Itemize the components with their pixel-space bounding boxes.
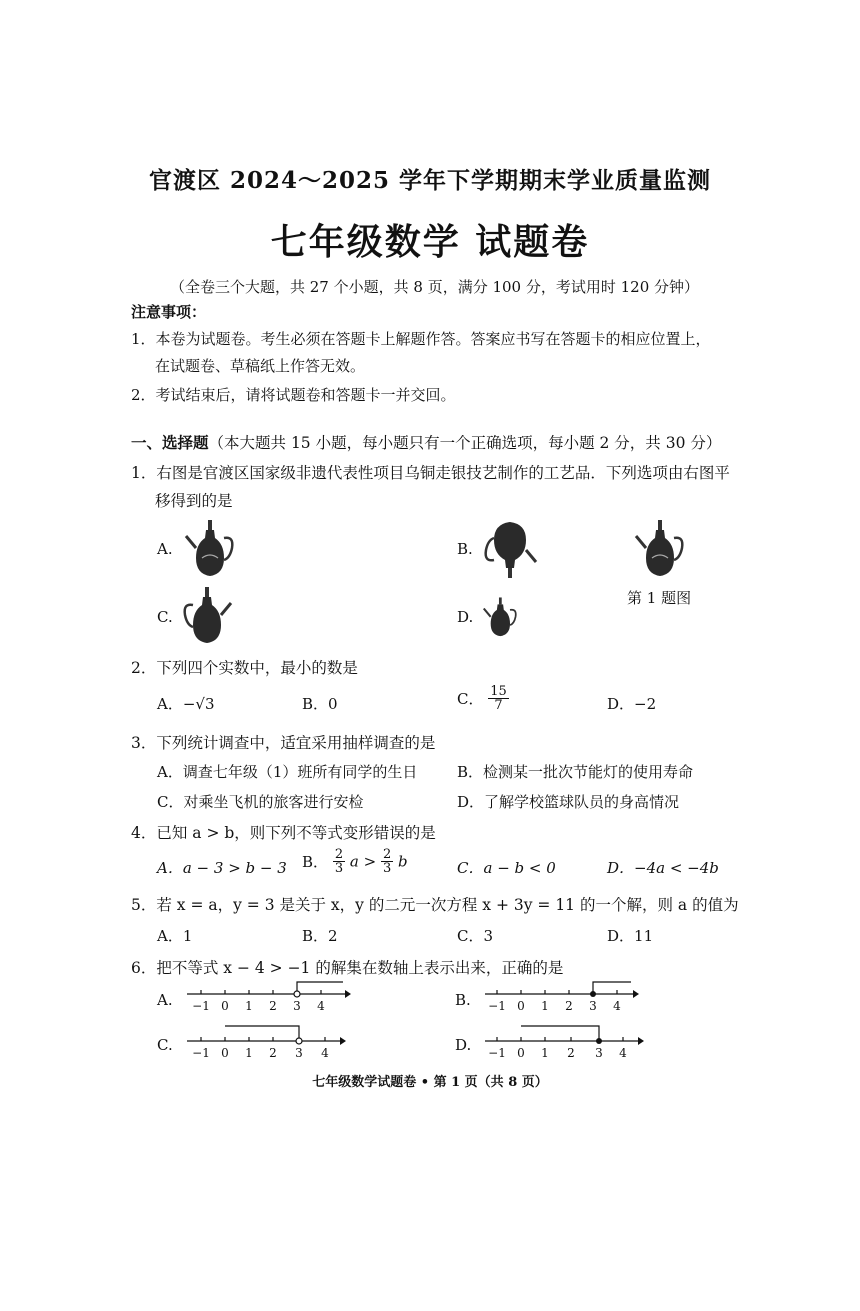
tick-label: −1 <box>192 999 210 1013</box>
q6-option-a-number-line <box>185 978 350 1018</box>
tick-label: 2 <box>269 999 277 1013</box>
tick-label: 0 <box>517 999 525 1013</box>
section-1-heading: 一、选择题（本大题共 15 小题，每小题只有一个正确选项，每小题 2 分，共 30 分） <box>131 433 722 452</box>
tick-label: 2 <box>269 1046 277 1060</box>
tick-label: 0 <box>221 999 229 1013</box>
q2-option-a: A．−√3 <box>157 695 215 713</box>
q6-option-d-number-line <box>483 1025 648 1065</box>
q1-option-c-label: C. <box>157 608 173 626</box>
q3-option-c: C．对乘坐飞机的旅客进行安检 <box>157 793 364 811</box>
q1-option-a-label: A. <box>157 540 173 558</box>
exam-info: （全卷三个大题，共 27 个小题，共 8 页，满分 100 分，考试用时 120 分钟） <box>170 278 700 296</box>
page-footer: 七年级数学试题卷 • 第 1 页（共 8 页） <box>312 1075 548 1090</box>
q1-reference-ewer-icon <box>632 518 687 580</box>
tick-label: 3 <box>595 1046 603 1060</box>
q2-stem: 2．下列四个实数中，最小的数是 <box>131 659 358 677</box>
q1-option-b-label: B. <box>457 540 473 558</box>
tick-label: 1 <box>541 999 549 1013</box>
q5-option-a: A．1 <box>157 927 193 945</box>
tick-label: 2 <box>565 999 573 1013</box>
tick-label: −1 <box>488 1046 506 1060</box>
q4-option-b: B． $\frac{2}{3}$ a > $\frac{2}{3}$ b <box>302 847 408 876</box>
q5-stem: 5．若 x = a，y = 3 是关于 x，y 的二元一次方程 x + 3y = 11 的一个解，则 a 的值为 <box>131 896 739 914</box>
tick-label: 4 <box>613 999 621 1013</box>
q3-option-a: A．调查七年级（1）班所有同学的生日 <box>157 763 418 781</box>
q2-option-b: B．0 <box>302 695 338 713</box>
q1-figure-caption: 第 1 题图 <box>627 589 692 607</box>
q3-option-d: D．了解学校篮球队员的身高情况 <box>457 793 680 811</box>
q6-stem: 6．把不等式 x − 4 > −1 的解集在数轴上表示出来，正确的是 <box>131 959 564 977</box>
note-1: 1．本卷为试题卷。考生必须在答题卡上解题作答。答案应书写在答题卡的相应位置上， <box>131 330 711 348</box>
tick-label: −1 <box>192 1046 210 1060</box>
q4-option-c: C．a − b < 0 <box>457 859 556 877</box>
q1-stem: 1．右图是官渡区国家级非遗代表性项目乌铜走银技艺制作的工艺品．下列选项由右图平 <box>131 464 730 482</box>
tick-label: 2 <box>567 1046 575 1060</box>
q1-option-a-ewer-icon <box>182 518 237 580</box>
q4-option-d: D．−4a < −4b <box>607 859 719 877</box>
q5-option-b: B．2 <box>302 927 338 945</box>
q6-option-b-label: B. <box>455 991 471 1009</box>
q5-option-c: C．3 <box>457 927 494 945</box>
notes-heading: 注意事项： <box>131 303 207 321</box>
q2-option-c: C． $\frac{15}{7}$ <box>457 684 507 713</box>
q3-stem: 3．下列统计调查中，适宜采用抽样调查的是 <box>131 734 436 752</box>
tick-label: 1 <box>245 999 253 1013</box>
q6-option-a-label: A. <box>157 991 173 1009</box>
tick-label: 1 <box>541 1046 549 1060</box>
q1-option-b-ewer-rotated-icon <box>480 516 540 580</box>
tick-label: 4 <box>619 1046 627 1060</box>
tick-label: 4 <box>321 1046 329 1060</box>
tick-label: 0 <box>517 1046 525 1060</box>
q6-option-b-number-line <box>483 978 648 1018</box>
q5-option-d: D．11 <box>607 927 654 945</box>
tick-label: 3 <box>589 999 597 1013</box>
q2-option-c-fraction: $\frac{15}{7}$ <box>490 684 507 713</box>
tick-label: 1 <box>245 1046 253 1060</box>
tick-label: 0 <box>221 1046 229 1060</box>
tick-label: −1 <box>488 999 506 1013</box>
note-1-cont: 在试题卷、草稿纸上作答无效。 <box>155 357 366 375</box>
q6-option-d-label: D. <box>455 1036 472 1054</box>
tick-label: 4 <box>317 999 325 1013</box>
q3-option-b: B．检测某一批次节能灯的使用寿命 <box>457 763 694 781</box>
q1-stem-cont: 移得到的是 <box>155 492 233 510</box>
q4-option-a: A．a − 3 > b − 3 <box>157 859 287 877</box>
note-2: 2．考试结束后，请将试题卷和答题卡一并交回。 <box>131 386 456 404</box>
q1-option-d-ewer-small-icon <box>481 595 519 640</box>
tick-label: 3 <box>295 1046 303 1060</box>
q1-option-c-ewer-mirrored-icon <box>180 585 235 647</box>
q4-stem: 4．已知 a > b，则下列不等式变形错误的是 <box>131 824 436 842</box>
q6-option-c-number-line <box>185 1025 350 1065</box>
exam-title: 官渡区 2024～2025 学年下学期期末学业质量监测 <box>148 167 712 194</box>
q2-option-d: D．−2 <box>607 695 657 713</box>
tick-label: 3 <box>293 999 301 1013</box>
q1-option-d-label: D. <box>457 608 474 626</box>
paper-title: 七年级数学 试题卷 <box>270 221 590 263</box>
q6-option-c-label: C. <box>157 1036 173 1054</box>
